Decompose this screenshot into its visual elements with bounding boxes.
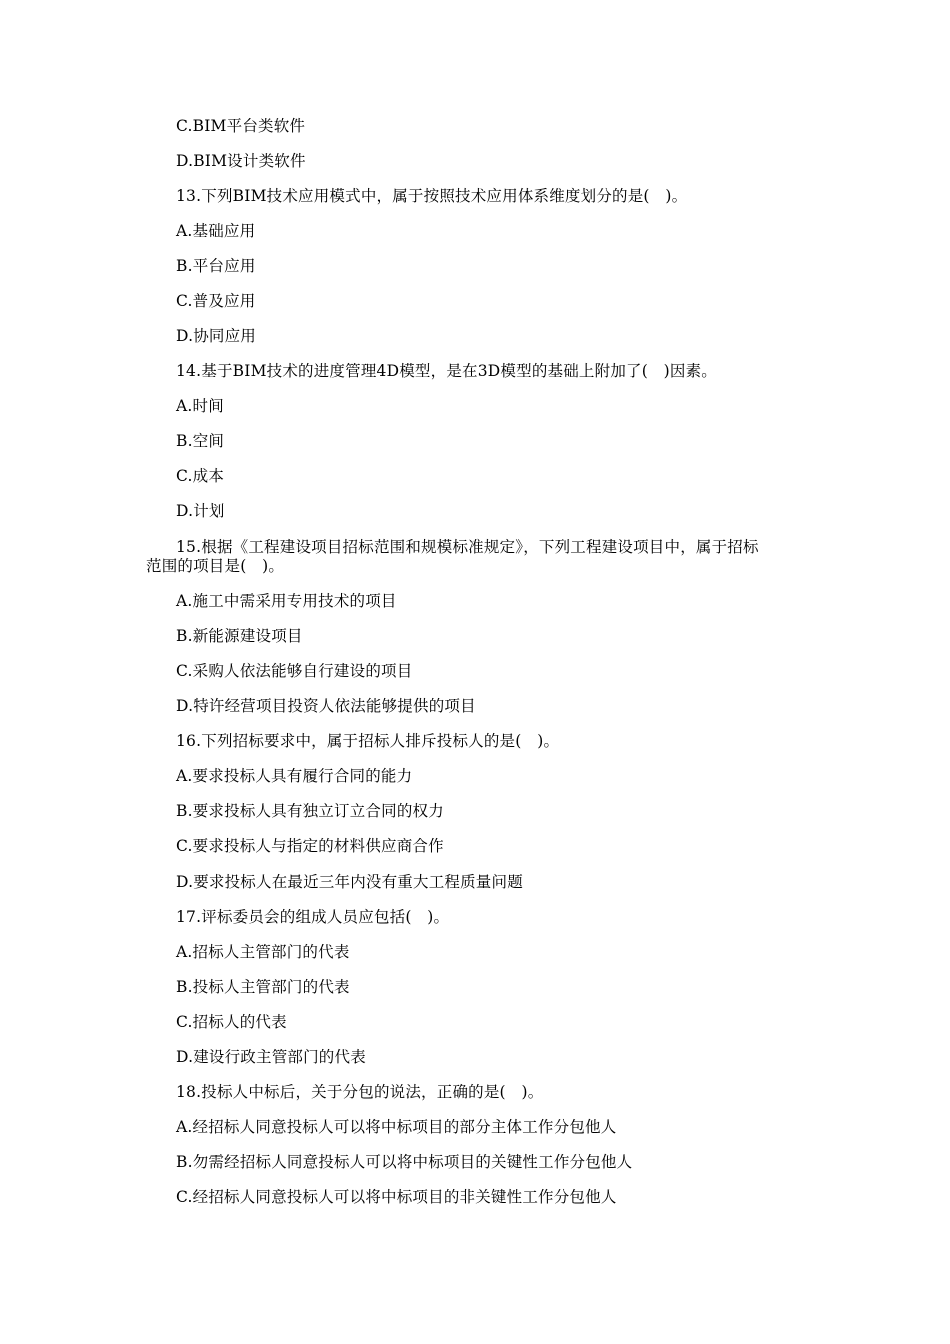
- option-line: C.BIM平台类软件: [176, 117, 306, 135]
- option-line: A.施工中需采用专用技术的项目: [176, 592, 397, 610]
- option-line: B.投标人主管部门的代表: [176, 978, 350, 996]
- option-line: C.普及应用: [176, 292, 256, 310]
- question-line: 14.基于BIM技术的进度管理4D模型，是在3D模型的基础上附加了( )因素。: [176, 362, 718, 380]
- option-line: D.建设行政主管部门的代表: [176, 1048, 366, 1066]
- option-line: C.成本: [176, 467, 225, 485]
- option-line: B.勿需经招标人同意投标人可以将中标项目的关键性工作分包他人: [176, 1153, 633, 1171]
- option-line: C.招标人的代表: [176, 1013, 287, 1031]
- option-line: A.经招标人同意投标人可以将中标项目的部分主体工作分包他人: [176, 1118, 617, 1136]
- option-line: A.基础应用: [176, 222, 256, 240]
- option-line: A.要求投标人具有履行合同的能力: [176, 767, 413, 785]
- option-line: B.平台应用: [176, 257, 256, 275]
- option-line: C.经招标人同意投标人可以将中标项目的非关键性工作分包他人: [176, 1188, 617, 1206]
- question-line: 18.投标人中标后，关于分包的说法，正确的是( )。: [176, 1083, 544, 1101]
- option-line: C.采购人依法能够自行建设的项目: [176, 662, 413, 680]
- option-line: B.要求投标人具有独立订立合同的权力: [176, 802, 444, 820]
- question-line: 15.根据《工程建设项目招标范围和规模标准规定》，下列工程建设项目中，属于招标: [176, 538, 759, 556]
- option-line: D.协同应用: [176, 327, 257, 345]
- option-line: D.特许经营项目投资人依法能够提供的项目: [176, 697, 476, 715]
- option-line: B.空间: [176, 432, 225, 450]
- option-line: A.时间: [176, 397, 224, 415]
- question-line: 17.评标委员会的组成人员应包括( )。: [176, 908, 450, 926]
- option-line: C.要求投标人与指定的材料供应商合作: [176, 837, 444, 855]
- question-line: 13.下列BIM技术应用模式中，属于按照技术应用体系维度划分的是( )。: [176, 187, 688, 205]
- question-continuation-line: 范围的项目是( )。: [146, 557, 285, 575]
- option-line: D.BIM设计类软件: [176, 152, 306, 170]
- option-line: A.招标人主管部门的代表: [176, 943, 350, 961]
- option-line: D.计划: [176, 502, 225, 520]
- option-line: D.要求投标人在最近三年内没有重大工程质量问题: [176, 873, 523, 891]
- question-line: 16.下列招标要求中，属于招标人排斥投标人的是( )。: [176, 732, 560, 750]
- option-line: B.新能源建设项目: [176, 627, 303, 645]
